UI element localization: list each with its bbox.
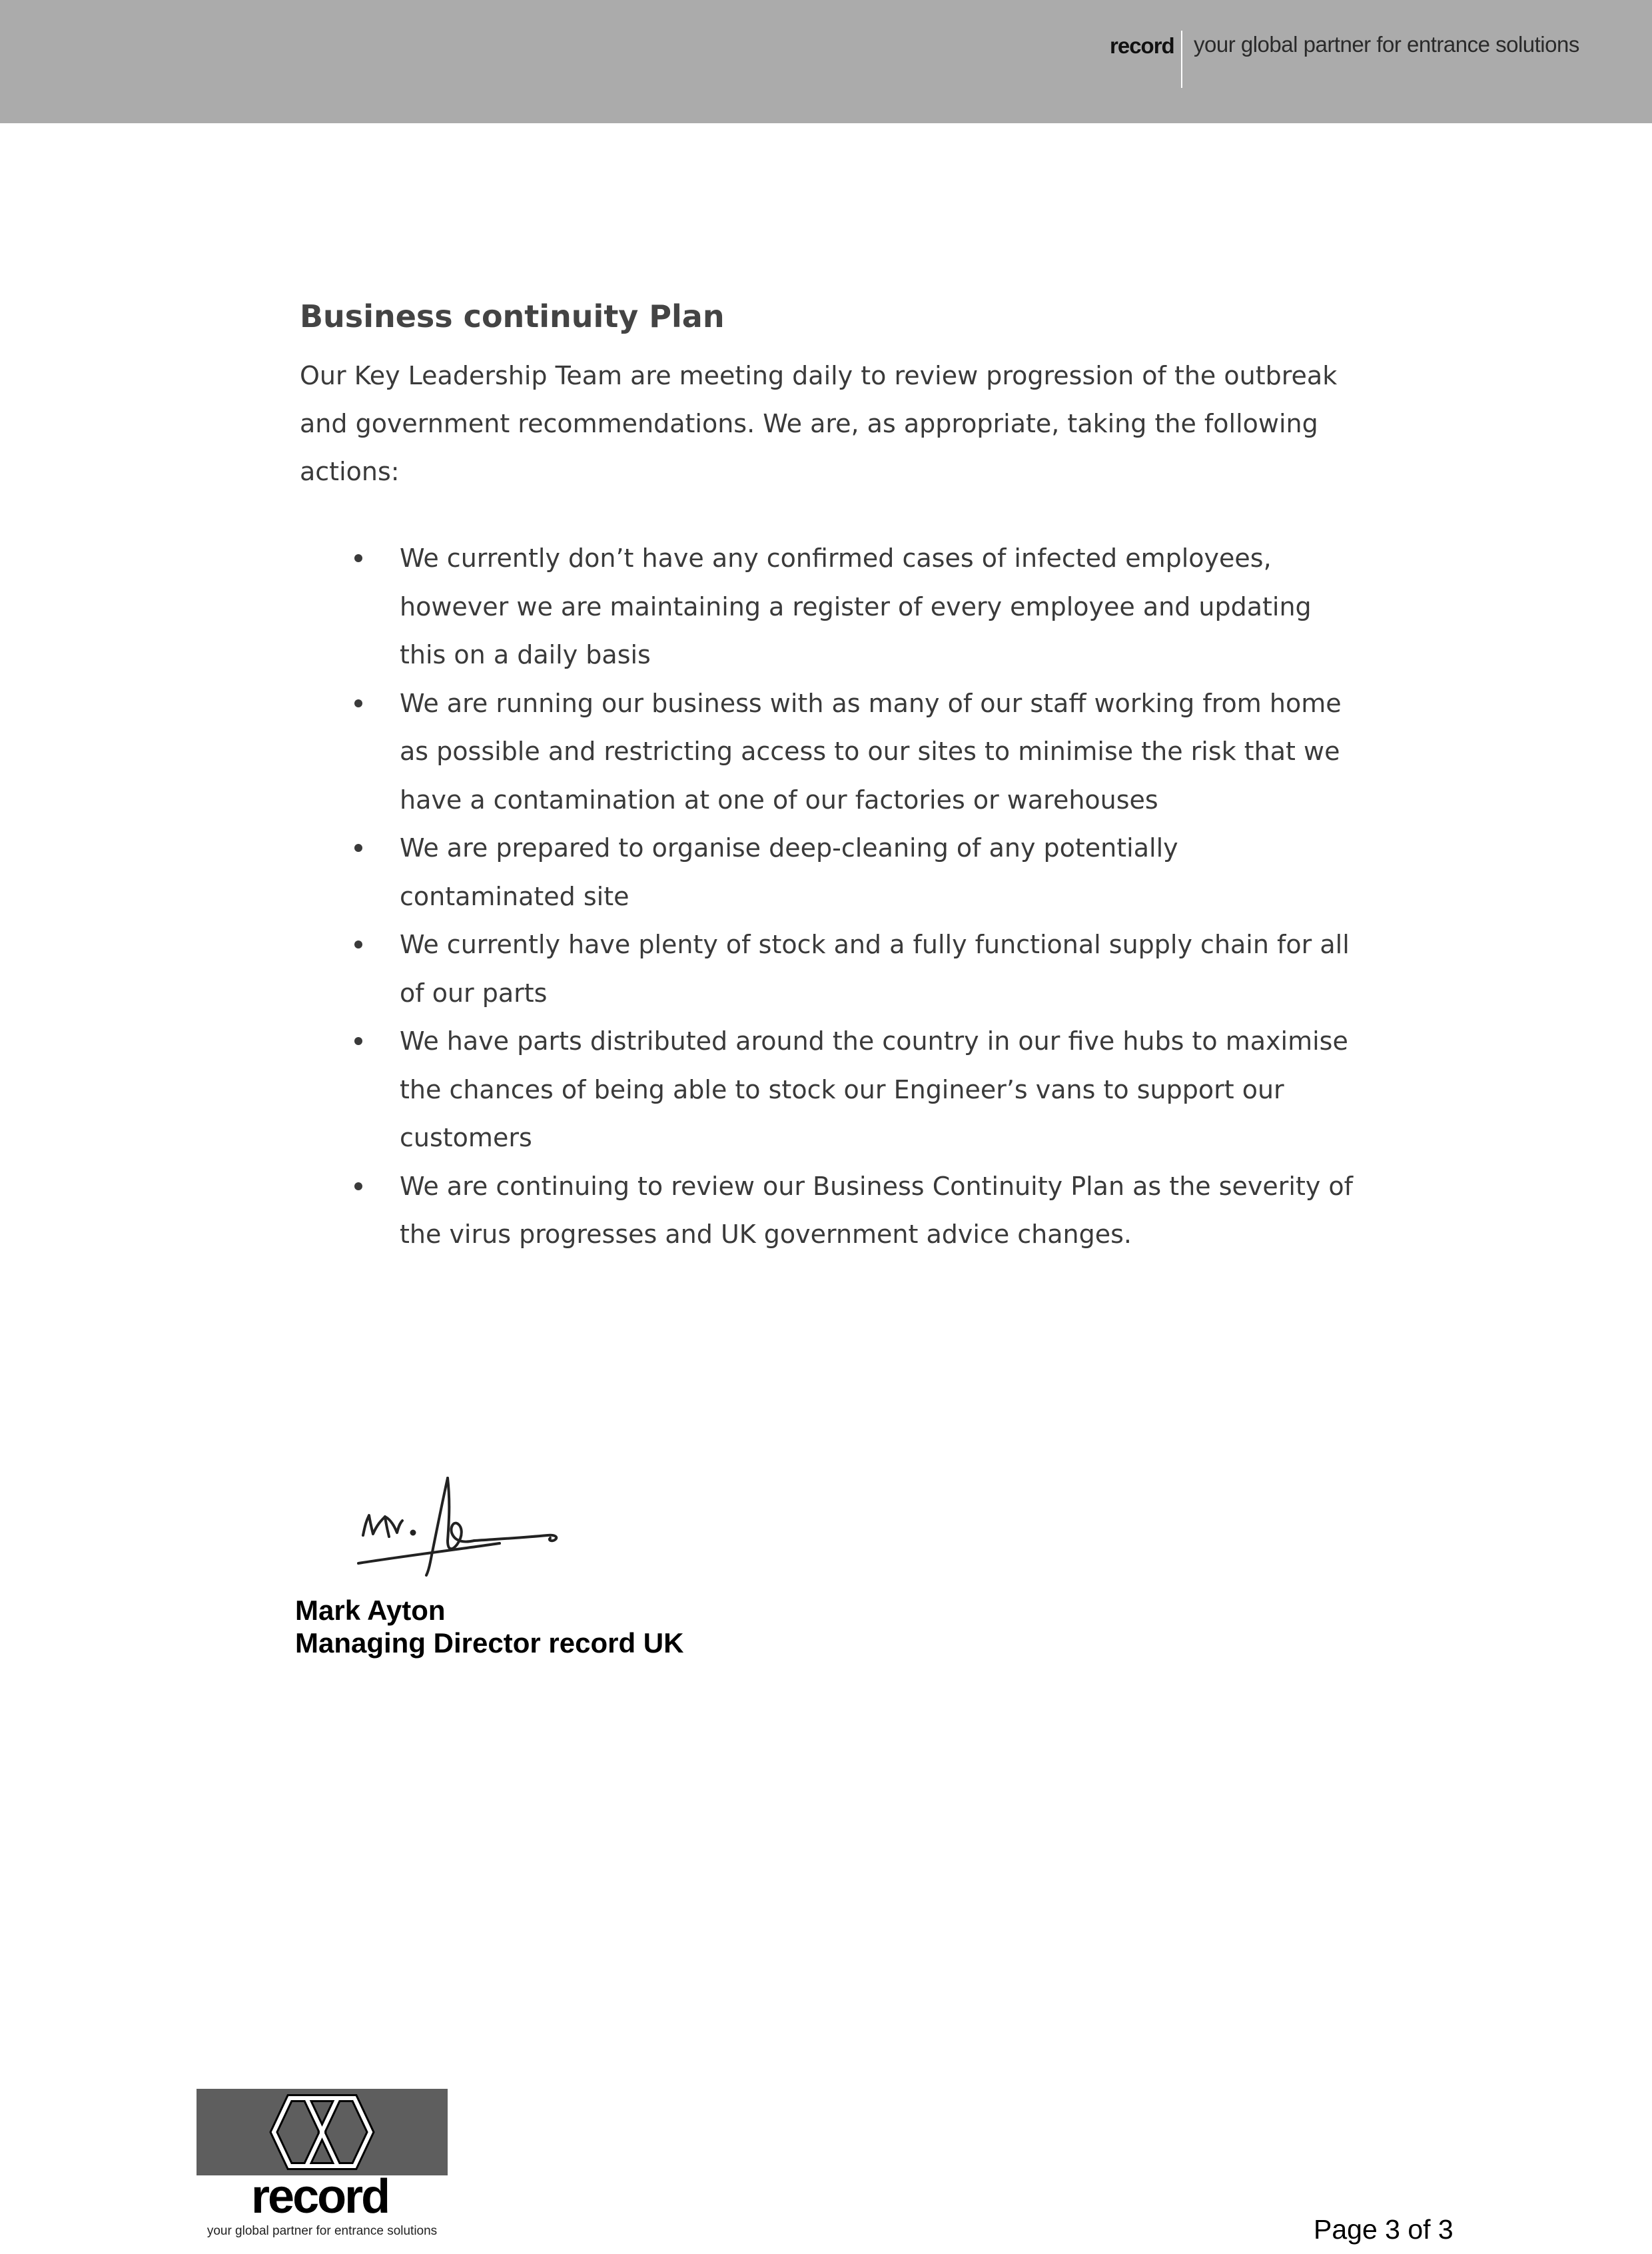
bullet-icon <box>354 844 362 852</box>
header-band <box>0 0 1652 123</box>
bullet-icon <box>354 699 362 707</box>
section-title: Business continuity Plan <box>300 298 725 334</box>
logo-wordmark: record <box>251 2170 389 2223</box>
bullet-icon <box>354 1037 362 1045</box>
action-item <box>300 679 1359 825</box>
action-text: We have parts distributed around the country in our five hubs to maximise the chances of being able to stock our Engineer’s vans to support our customers <box>400 1026 1348 1152</box>
action-item <box>300 1162 1359 1259</box>
bullet-icon <box>354 1182 362 1190</box>
action-item <box>300 824 1359 921</box>
header-divider <box>1181 31 1182 88</box>
header-brand: record <box>1110 33 1174 58</box>
section-intro: Our Key Leadership Team are meeting daily to review progression of the outbreak and government recommendations. We are, as appropriate, taking the following actions: <box>300 361 1338 486</box>
header-tagline: your global partner for entrance solutions <box>1194 32 1579 57</box>
action-item <box>300 921 1359 1017</box>
bullet-icon <box>354 940 362 948</box>
footer-logo <box>197 2089 448 2246</box>
action-text: We are prepared to organise deep-cleaning of any potentially contaminated site <box>400 833 1178 911</box>
action-text: We currently have plenty of stock and a fully functional supply chain for all of our parts <box>400 930 1350 1008</box>
page-number: Page 3 of 3 <box>1314 2214 1453 2245</box>
signer-name: Mark Ayton <box>295 1595 446 1626</box>
bullet-icon <box>354 554 362 562</box>
actions-list <box>300 534 1359 1259</box>
action-item <box>300 1017 1359 1162</box>
record-logo-icon <box>197 2089 448 2175</box>
logo-tagline: your global partner for entrance solutions <box>206 2224 438 2238</box>
action-text: We are running our business with as many of our staff working from home as possible and restricting access to our sites to minimise the risk that we have a contamination at one of our factories or warehouses <box>400 688 1342 815</box>
signer-role: Managing Director record UK <box>295 1627 684 1659</box>
handwritten-signature-icon <box>300 1462 580 1595</box>
logo-box <box>197 2089 448 2175</box>
action-text: We are continuing to review our Business Continuity Plan as the severity of the virus progresses and UK government advice changes. <box>400 1171 1354 1249</box>
action-item <box>300 534 1359 679</box>
action-text: We currently don’t have any confirmed cases of infected employees, however we are maintaining a register of every employee and updating this on a daily basis <box>400 544 1312 669</box>
